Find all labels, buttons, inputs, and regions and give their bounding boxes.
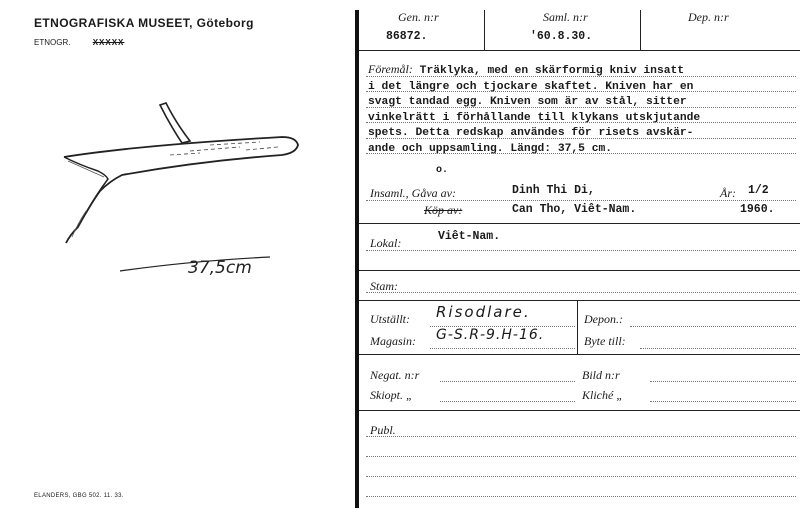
dotted-line [366,496,796,497]
printer-imprint: ELANDERS, GBG 502. 11. 33. [34,493,124,499]
row-line [359,410,800,411]
lokal-value: Viêt-Nam. [438,230,501,243]
dotted-line [366,200,796,201]
dotted-line [650,401,796,402]
utstallt-separator [577,300,578,354]
dotted-line [366,250,796,251]
dotted-line [366,138,796,139]
card-divider [355,10,359,508]
dotted-line [366,436,796,437]
negat-label: Negat. n:r [370,368,420,382]
museum-title: ETNOGRAFISKA MUSEET, Göteborg [34,16,254,30]
dotted-line [630,326,796,327]
stam-label: Stam: [370,279,398,293]
description-line: ande och uppsamling. Längd: 37,5 cm. [368,142,613,155]
kliche-label: Kliché „ [582,388,623,402]
kop-struck: Köp av: [424,203,463,217]
row-line [359,300,800,301]
skiopt-label: Skiopt. „ [370,388,413,402]
dotted-line [366,292,796,293]
dotted-line [366,456,796,457]
utstallt-value: Risodlare. [436,303,531,321]
depon-label: Depon.: [584,312,623,326]
dotted-line [650,381,796,382]
dotted-line [366,122,796,123]
row-line [359,50,800,51]
foremal-label: Föremål: [368,62,413,76]
utstallt-label: Utställt: [370,312,411,326]
description-line: vinkelrätt i förhållande till klykans utskjutande [368,111,701,124]
insaml-place: Can Tho, Viêt-Nam. [512,203,637,216]
byte-label: Byte till: [584,334,626,348]
dotted-line [440,381,575,382]
tool-sketch [50,95,350,285]
dotted-line [366,476,796,477]
dotted-line [366,76,796,77]
header-separator [484,10,485,50]
description-line: spets. Detta redskap användes för risets avskär- [368,127,694,139]
ar-value: 1/2 [748,184,769,197]
dotted-line [366,91,796,92]
dotted-line [440,401,575,402]
description-line: Föremål: Träklyka, med en skärformig kniv insatt [368,62,685,77]
saml-value: '60.8.30. [530,30,593,43]
description-line: svagt tandad egg. Kniven som är av stål, sitter [368,96,687,108]
struck-code: XXXXX [92,38,125,47]
bild-label: Bild n:r [582,368,620,382]
dotted-line [640,348,796,349]
ar-label: År: [720,186,736,200]
sketch-measure: 37,5cm [188,258,252,278]
etnogr-label: ETNOGR. [34,38,71,47]
saml-label: Saml. n:r [543,10,588,24]
row-line [359,270,800,271]
dotted-line [366,153,796,154]
year-value: 1960. [740,203,775,216]
dotted-line [366,107,796,108]
header-separator [640,10,641,50]
dotted-line [430,348,575,349]
dotted-line [430,326,575,327]
insaml-label: Insaml., Gåva av: [370,186,456,200]
lokal-label: Lokal: [370,236,402,250]
magasin-label: Magasin: [370,334,416,348]
small-mark: o. [436,165,449,176]
magasin-value: G-S.R-9.H-16. [436,327,545,343]
insaml-value: Dinh Thi Di, [512,184,595,197]
row-line [359,223,800,224]
gen-value: 86872. [386,30,428,43]
publ-label: Publ. [370,423,396,437]
dep-label: Dep. n:r [688,10,729,24]
gen-label: Gen. n:r [398,10,439,24]
row-line [359,354,800,355]
description-line: i det längre och tjockare skaftet. Kniven har en [368,80,694,93]
museum-subtitle [34,38,124,47]
